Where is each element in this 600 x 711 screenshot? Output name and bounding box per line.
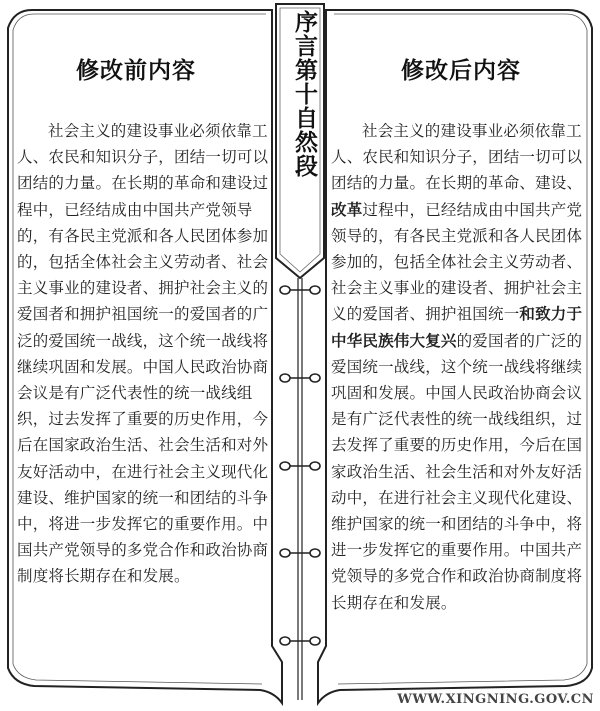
binding-ring — [280, 286, 320, 294]
right-heading: 修改后内容 — [401, 58, 521, 84]
right-body-segment: 的爱国者的广泛的爱国统一战线，这个统一战线将继续巩固和发展。中国人民政治协商会议是有广泛代表性的统一战线组织，过去发挥了重要的历史作用，今后在国家政治生活、社会生活和对外友好活动中，在进行社会主义现代化建设、维护国家的统一和团结的斗争中，将进一步发挥它的重要作用。中国共产党领导的多党合作和政治协商制度将长期存在和发展。 — [331, 331, 583, 612]
right-body-paragraph — [331, 118, 587, 616]
spine-title: 序言第十自然段 — [291, 10, 317, 178]
binding-rings — [280, 286, 320, 645]
right-body-highlight-rejuvenation: 和致力于中华民族伟大复兴 — [331, 305, 583, 350]
right-body-segment: 过程中，已经结成由中国共产党领导的，有各民主党派和各人民团体参加的，包括全体社会主义劳动者、社会主义事业的建设者、拥护社会主义的爱国者、拥护祖国统一 — [331, 200, 583, 324]
right-body-highlight-reform: 改革 — [331, 200, 363, 219]
left-heading: 修改前内容 — [76, 58, 196, 84]
binding-ring — [280, 637, 320, 645]
left-body-paragraph: 社会主义的建设事业必须依靠工人、农民和知识分子，团结一切可以团结的力量。在长期的革命和建设过程中，已经结成由中国共产党领导的，有各民主党派和各人民团体参加的，包括全体社会主义劳动者、社会主义事业的建设者、拥护社会主义的爱国者和拥护祖国统一的爱国者的广泛的爱国统一战线，这个统一战线将继续巩固和发展。中国人民政治协商会议是有广泛代表性的统一战线组织，过去发挥了重要的历史作用，今后在国家政治生活、社会生活和对外友好活动中，在进行社会主义现代化建设、维护国家的统一和团结的斗争中，将进一步发挥它的重要作用。中国共产党领导的多党合作和政治协商制度将长期存在和发展。 — [17, 122, 269, 586]
binding-ring — [280, 549, 320, 557]
left-page-text — [17, 118, 275, 590]
binding-ring — [280, 374, 320, 382]
right-page-text — [331, 118, 587, 616]
watermark: WWW.XINGNING.GOV.CN — [397, 692, 594, 707]
binding-ring — [280, 462, 320, 470]
right-body-segment: 社会主义的建设事业必须依靠工人、农民和知识分子，团结一切可以团结的力量。在长期的革命、建设、 — [331, 122, 583, 193]
